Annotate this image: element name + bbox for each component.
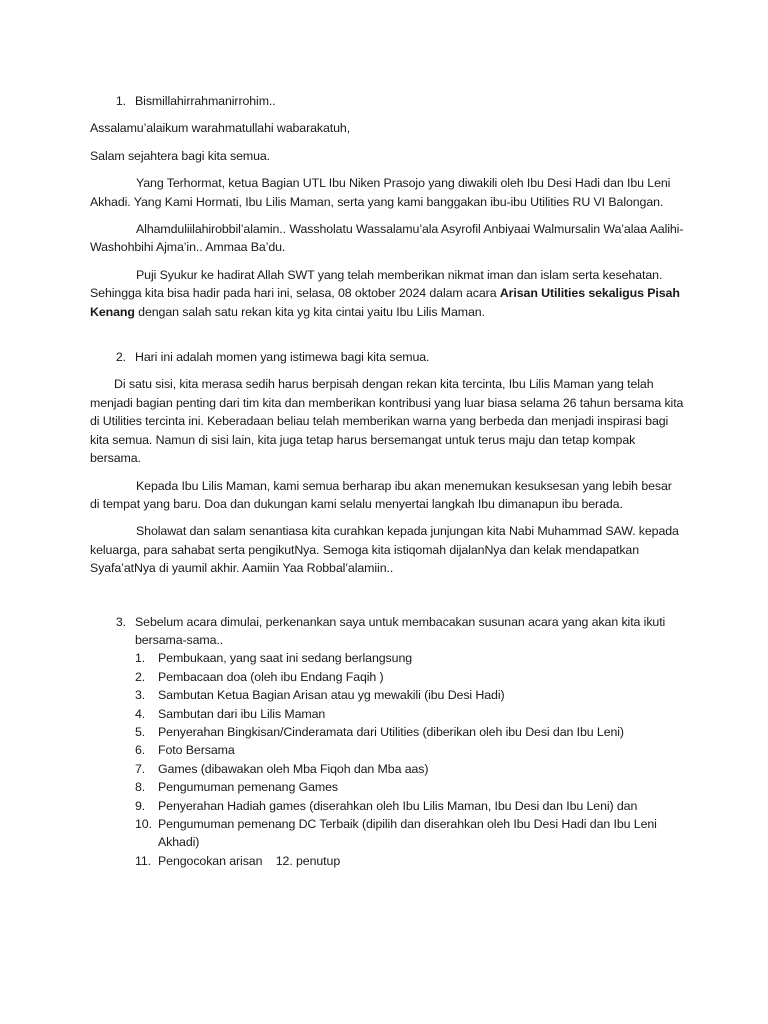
salam-paragraph: Salam sejahtera bagi kita semua. <box>90 148 271 163</box>
hamdalah-paragraph: Alhamduliilahirobbil’alamin.. Wassholatu Wassalamu’ala Asyrofil Anbiyaai Walmursalin Wa’alaa Aalihi- Washohbihi Ajma’in.. Ammaa Ba’du. <box>90 222 684 255</box>
agenda-item-text: Pengumuman pemenang Games <box>158 780 339 795</box>
agenda-item-text: Penyerahan Bingkisan/Cinderamata dari Utilities (diberikan oleh ibu Desi dan Ibu Leni) <box>158 724 624 739</box>
agenda-item <box>90 686 684 704</box>
agenda-item-text: Sambutan Ketua Bagian Arisan atau yg mewakili (ibu Desi Hadi) <box>158 688 505 703</box>
agenda-item-number: 2. <box>135 669 146 684</box>
agenda-item-text: Foto Bersama <box>158 743 235 758</box>
agenda-item <box>90 705 684 723</box>
honorifics-paragraph: Yang Terhormat, ketua Bagian UTL Ibu Niken Prasojo yang diwakili oleh Ibu Desi Hadi dan Ibu Leni Akhadi. Yang Kami Hormati, Ibu Lilis Maman, serta yang kami banggakan ibu-ibu Utilities RU VI Balongan. <box>90 176 671 209</box>
agenda-item-number: 5. <box>135 724 146 739</box>
section-number: 3. <box>115 614 126 629</box>
agenda-item-number: 6. <box>135 743 146 758</box>
section-1-heading <box>90 92 684 110</box>
agenda-item-number: 10. <box>135 817 152 831</box>
greeting-paragraph: Assalamu’alaikum warahmatullahi wabarakatuh, <box>90 121 351 136</box>
agenda-item-number: 1. <box>135 651 146 666</box>
agenda-item-number: 9. <box>135 798 146 813</box>
section-number: 1. <box>115 94 126 108</box>
agenda-item <box>90 649 684 667</box>
agenda-item-text: Pembukaan, yang saat ini sedang berlangsung <box>158 651 413 666</box>
wishes-paragraph: Kepada Ibu Lilis Maman, kami semua berharap ibu akan menemukan kesuksesan yang lebih besar di tempat yang baru. Doa dan dukungan kami selalu menyertai langkah Ibu dimanapun ibu berada. <box>90 478 672 511</box>
event-name-bold: Arisan Utilities sekaligus Pisah Kenang <box>90 286 680 319</box>
agenda-item-number: 7. <box>135 761 146 776</box>
agenda-item-number: 8. <box>135 780 146 795</box>
agenda-item <box>90 852 684 870</box>
agenda-item-number: 3. <box>135 688 146 703</box>
agenda-item <box>90 797 684 815</box>
agenda-item-text: Pengumuman pemenang DC Terbaik (dipilih dan diserahkan oleh Ibu Desi Hadi dan Ibu Leni Akhadi) <box>158 817 660 850</box>
spacer <box>90 330 684 348</box>
section-number: 2. <box>115 350 126 365</box>
farewell-paragraph: Di satu sisi, kita merasa sedih harus berpisah dengan rekan kita tercinta, Ibu Lilis Maman yang telah menjadi bagian penting dari tim kita dan memberikan kontribusi yang luar biasa selama 26 tahun bersama kita di Utilities tercinta ini. Keberadaan beliau telah memberikan warna yang berbeda dan menjadi inspirasi bagi kita semua. Namun di sisi lain, kita juga tetap harus bersemangat untuk terus maju dan tetap kompak bersama. <box>90 377 684 466</box>
sholawat-paragraph: Sholawat dan salam senantiasa kita curahkan kepada junjungan kita Nabi Muhammad SAW. kepada keluarga, para sahabat serta pengikutNya. Semoga kita istiqomah dijalanNya dan kelak mendapatkan Syafa’atNya di yaumil akhir. Aamiin Yaa Robbal’alamiin.. <box>90 524 679 576</box>
agenda-item <box>90 778 684 796</box>
agenda-item <box>90 815 684 852</box>
agenda-item-number: 4. <box>135 706 146 721</box>
agenda-item-number: 11. <box>135 853 152 868</box>
section-heading-text: Sebelum acara dimulai, perkenankan saya untuk membacakan susunan acara yang akan kita ikuti bersama-sama.. <box>135 614 666 647</box>
section-3-heading <box>90 613 684 650</box>
agenda-item-text: Games (dibawakan oleh Mba Fiqoh dan Mba aas) <box>158 761 429 776</box>
section-heading-text: Bismillahirrahmanirrohim.. <box>135 94 276 108</box>
agenda-item-text: Pengocokan arisan 12. penutup <box>158 853 341 868</box>
agenda-item <box>90 668 684 686</box>
gratitude-paragraph <box>90 266 684 321</box>
agenda-item-text: Penyerahan Hadiah games (diserahkan oleh Ibu Lilis Maman, Ibu Desi dan Ibu Leni) dan <box>158 798 638 813</box>
section-2-heading <box>90 348 684 366</box>
agenda-item <box>90 760 684 778</box>
agenda-list <box>90 649 684 870</box>
agenda-item <box>90 723 684 741</box>
gratitude-text-end: dengan salah satu rekan kita yg kita cintai yaitu Ibu Lilis Maman. <box>134 304 485 319</box>
agenda-item <box>90 741 684 759</box>
agenda-item-text: Sambutan dari ibu Lilis Maman <box>158 706 326 721</box>
agenda-item-text: Pembacaan doa (oleh ibu Endang Faqih ) <box>158 669 384 684</box>
gratitude-text-start: Puji Syukur ke hadirat Allah SWT yang telah memberikan nikmat iman dan islam serta kesehatan. Sehingga kita bisa hadir pada hari ini, selasa, 08 oktober 2024 dalam acara <box>90 267 663 301</box>
section-heading-text: Hari ini adalah momen yang istimewa bagi kita semua. <box>135 350 430 365</box>
spacer <box>90 587 684 613</box>
